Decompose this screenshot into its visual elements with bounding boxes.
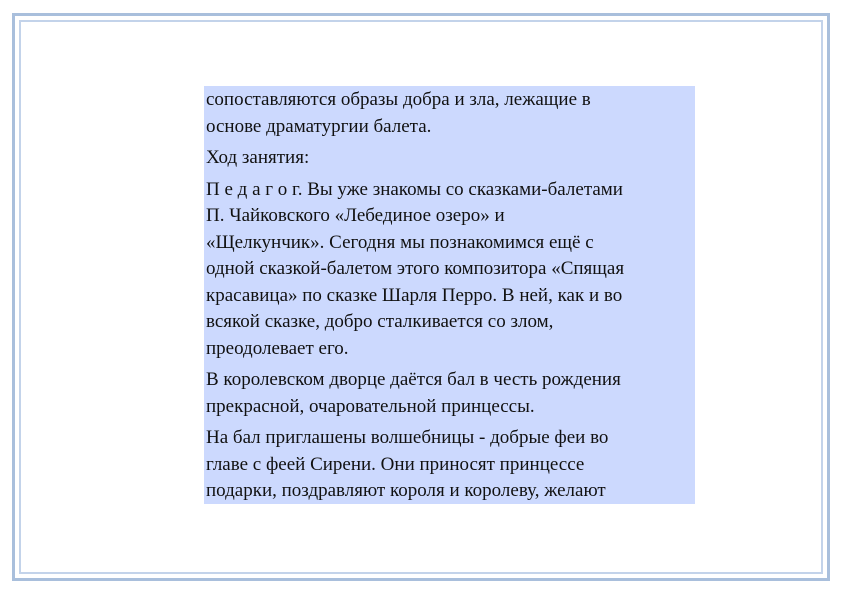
- text-line: «Щелкунчик». Сегодня мы познакомимся ещё с: [206, 231, 594, 253]
- paragraph-intro: [206, 87, 695, 140]
- text-selection-block[interactable]: [204, 86, 695, 504]
- text-line: всякой сказке, добро сталкивается со злом,: [206, 311, 554, 332]
- text-line: В королевском дворце даётся бал в честь рождения: [206, 369, 621, 390]
- text-line: Ход занятия:: [206, 147, 310, 168]
- text-line: одной сказкой-балетом этого композитора «Спящая: [206, 258, 625, 279]
- text-line: сопоставляются образы добра и зла, лежащие в: [206, 89, 591, 110]
- text-line: преодолевает его.: [206, 337, 349, 359]
- text-line: красавица» по сказке Шарля Перро. В ней, как и во: [206, 284, 623, 306]
- paragraph-royal-ball: [206, 367, 695, 420]
- text-line: основе драматургии балета.: [206, 115, 432, 137]
- text-line: главе с феей Сирени. Они приносят принцессе: [206, 453, 585, 475]
- text-line: На бал приглашены волшебницы - добрые феи во: [206, 427, 609, 448]
- paragraph-lesson-heading: [206, 145, 695, 172]
- paragraph-teacher-speech: [206, 177, 695, 363]
- text-line: прекрасной, очаровательной принцессы.: [206, 395, 535, 417]
- text-line: П е д а г о г. Вы уже знакомы со сказками-балетами: [206, 178, 623, 200]
- text-line: подарки, поздравляют короля и королеву, желают: [206, 480, 606, 501]
- text-line: П. Чайковского «Лебединое озеро» и: [206, 205, 505, 226]
- paragraph-fairies: [206, 425, 695, 504]
